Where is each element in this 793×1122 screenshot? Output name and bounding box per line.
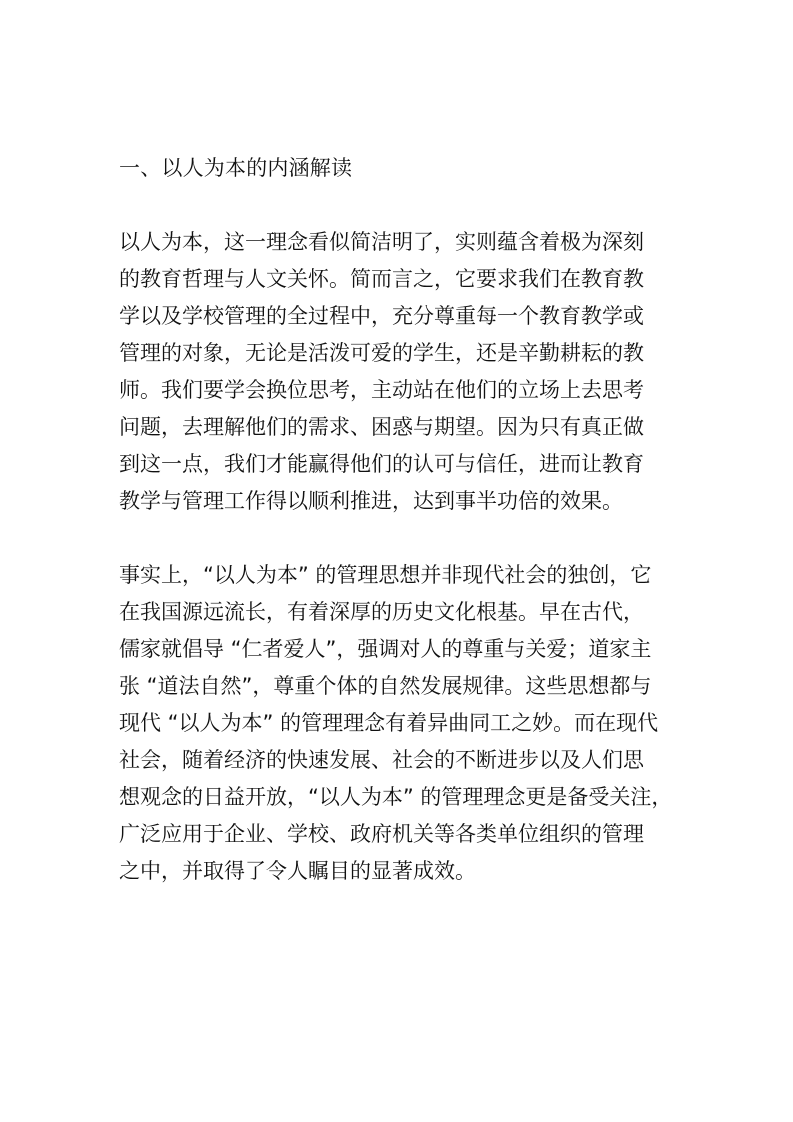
paragraph-line: 在我国源远流长，有着深厚的历史文化根基。早在古代， — [119, 600, 644, 624]
paragraph-line: 社会，随着经济的快速发展、社会的不断进步以及人们思 — [119, 748, 644, 772]
paragraph-line: 学以及学校管理的全过程中，充分尊重每一个教育教学或 — [119, 304, 644, 328]
paragraph-line: 之中，并取得了令人瞩目的显著成效。 — [119, 859, 476, 883]
paragraph-line: 现代 “以人为本” 的管理理念有着异曲同工之妙。而在现代 — [119, 711, 659, 735]
document-body — [119, 150, 679, 890]
paragraph-line: 想观念的日益开放，“以人为本” 的管理理念更是备受关注， — [119, 785, 673, 809]
paragraph-line: 儒家就倡导 “仁者爱人”，强调对人的尊重与关爱；道家主 — [119, 637, 652, 661]
section-heading: 一、以人为本的内涵解读 — [119, 156, 353, 180]
spacer — [119, 187, 679, 224]
spacer — [119, 520, 679, 557]
paragraph-line: 广泛应用于企业、学校、政府机关等各类单位组织的管理 — [119, 822, 644, 846]
paragraph-2 — [119, 557, 679, 890]
paragraph-line: 事实上，“以人为本” 的管理思想并非现代社会的独创，它 — [119, 563, 652, 587]
paragraph-line: 问题，去理解他们的需求、困惑与期望。因为只有真正做 — [119, 415, 644, 439]
paragraph-1 — [119, 224, 679, 520]
paragraph-line: 管理的对象，无论是活泼可爱的学生，还是辛勤耕耘的教 — [119, 341, 644, 365]
paragraph-line: 张 “道法自然”，尊重个体的自然发展规律。这些思想都与 — [119, 674, 652, 698]
paragraph-line: 师。我们要学会换位思考，主动站在他们的立场上去思考 — [119, 378, 644, 402]
paragraph-line: 的教育哲理与人文关怀。简而言之，它要求我们在教育教 — [119, 267, 644, 291]
paragraph-line: 以人为本，这一理念看似简洁明了，实则蕴含着极为深刻 — [119, 230, 644, 254]
paragraph-line: 教学与管理工作得以顺利推进，达到事半功倍的效果。 — [119, 489, 623, 513]
paragraph-line: 到这一点，我们才能赢得他们的认可与信任，进而让教育 — [119, 452, 644, 476]
